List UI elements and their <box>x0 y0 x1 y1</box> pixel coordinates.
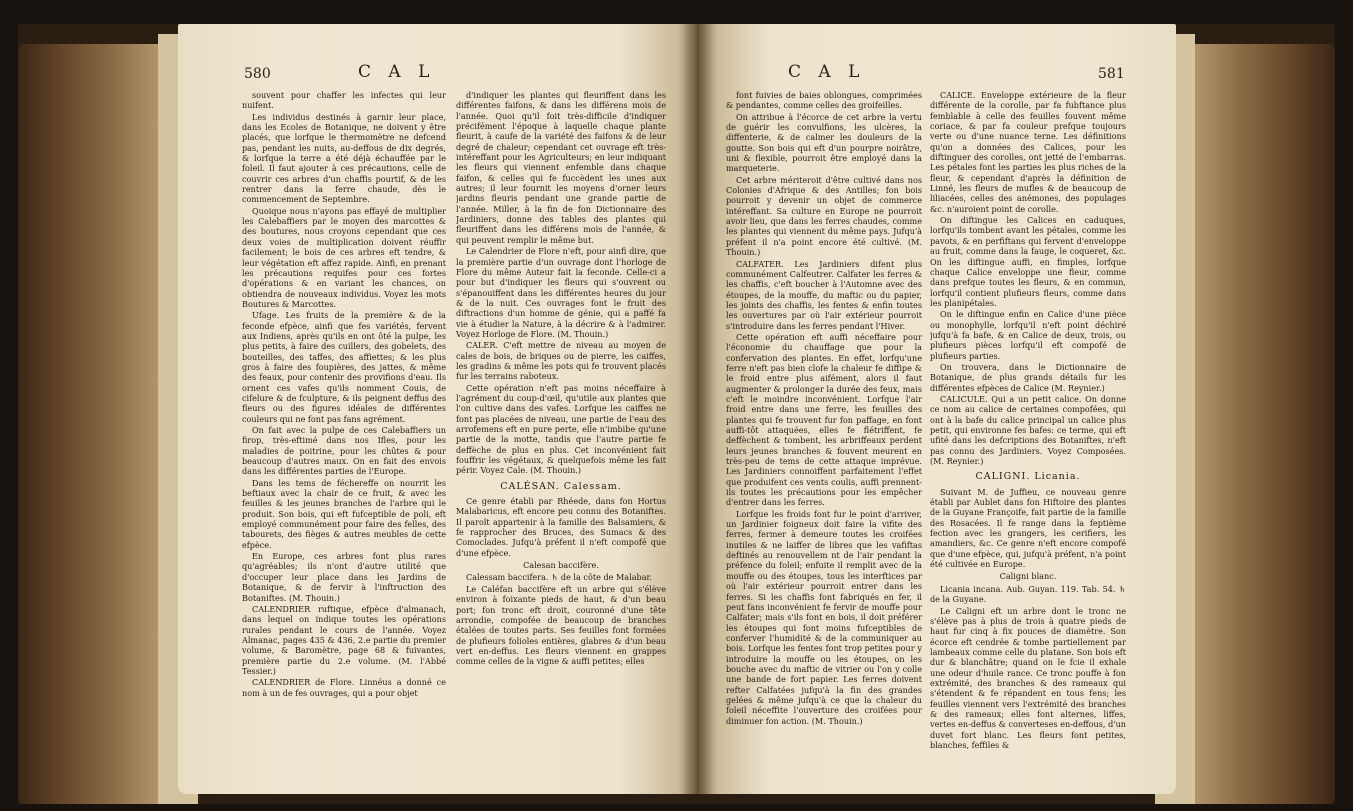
left-column-2 <box>456 90 666 790</box>
paragraph: Cet arbre mériteroit d'être cultivé dans nos Colonies d'Afrique & des Antilles; fon bois pourroit y devenir un objet de commerce intéreffant. Sa culture en Europe ne pourroit avoir lieu, que dans les ferres chaudes, comme les plantes qui viennent du même pays. Jufqu'à préfent il n'a point encore été cultivé. (M. Thouin.) <box>726 174 922 258</box>
species-name: Calesan baccifère. <box>523 560 599 571</box>
left-running-head: C A L <box>358 62 436 82</box>
species-latin: Licania incana. Aub. Guyan. 119. Tab. 54. ♄ de la Guyane. <box>930 583 1126 605</box>
open-book <box>18 24 1335 804</box>
paragraph: On trouvera, dans le Dictionnaire de Botanique, de plus grands détails fur les différentes efpèces de Calice (M. Reynier.) <box>930 361 1126 393</box>
paragraph: On attribue à l'écorce de cet arbre la vertu de guérir les convulfions, les ulcères, la diffenterie, & de calmer les douleurs de la goutte. Son bois qui eft d'un pourpre noirâtre, uni & flexible, pourroit être employé dans la marqueterie. <box>726 111 922 174</box>
right-running-head: C A L <box>788 62 866 82</box>
entry-heading-caligni: CALIGNI. Licania. <box>975 471 1081 483</box>
paragraph: Ce genre établi par Rhéede, dans fon Hortus Malabaricus, eft encore peu connu des Botaniftes. Il paroît appartenir à la famille des Balsamiers, & fe rapprocher des Bruces, des Sumacs & des Comoclades. Jufqu'à préfent il n'eft compofé que d'une efpèce. <box>456 496 666 558</box>
paragraph: CALICULE. Qui a un petit calice. On donne ce nom au calice de certaines compofées, qui ont à la bafe du calice principal un calice plus petit, qui environne fes bafes: ce terme, qui eft ufité dans les defcriptions des Botaniftes, n'eft pas connu des Jardiniers. Voyez Composées. (M. Reynier.) <box>930 393 1126 467</box>
paragraph: font fuivies de baies oblongues, comprimées & pendantes, comme celles des groifeilles. <box>726 90 922 111</box>
right-page-number: 581 <box>1098 66 1125 82</box>
left-page <box>178 24 698 794</box>
species-latin: Calessam baccifera. ♄ de la côte de Malabar. <box>466 572 653 583</box>
paragraph: CALER. C'eft mettre de niveau au moyen de cales de bois, de briques ou de pierre, les caiffes, les gradins & même les pots qui fe trouvent placés fur les terrains raboteux. <box>456 340 666 382</box>
left-column-1 <box>242 90 446 790</box>
paragraph: On diftingue les Calices en caduques, lorfqu'ils tombent avant les pétales, comme les pavots, & en perfiftans qui fervent d'enveloppe au fruit, comme dans la fauge, le coqueret, &c. On les diftingue auffi, en fimples, lorfque chaque Calice enveloppe une fleur, comme dans prefque toutes les fleurs, & en commun, lorfqu'il contient plufieurs fleurs, comme dans les planipétales. <box>930 215 1126 308</box>
paragraph: Le Calendrier de Flore n'eft, pour ainfi dire, que la première partie d'un ouvrage dont l'horloge de Flore du même Auteur fait la feconde. Celle-ci a pour but d'indiquer les fleurs qui s'ouvrent ou s'épanouiffent dans les différentes heures du jour & de la nuit. Ces ouvrages font le fruit des diftractions d'un homme de génie, qui a paffé fa vie à étudier la Nature, à la décrire & à l'admirer. Voyez Horloge de Flore. (M. Thouin.) <box>456 246 666 339</box>
paragraph: CALICE. Enveloppe extérieure de la fleur différente de la corolle, par fa fubftance plus femblable à celle des feuilles fouvent même coriace, & par fa couleur prefque toujours verte ou d'une nuance terne. Les définitions qu'on a données des Calices, pour les diftinguer des corolles, ont jetté de l'embarras. Les pétales font les parties les plus riches de la fleur, & cependant d'après la définition de Linné, les fleurs de mufles & de beaucoup de liliacées, celles des anémones, des populages &c. n'auroient point de corolle. <box>930 90 1126 214</box>
paragraph: Cette opération n'eft pas moins néceffaire à l'agrément du coup-d'œil, qu'utile aux plantes que l'on cultive dans des vafes. Lorfque les caiffes ne font pas placées de niveau, une partie de l'eau des arrofemens eft en pure perte, elle n'imbibe qu'une partie de la motte, tandis que l'autre partie fe deffèche de plus en plus. Cet inconvénient fait fouffrir les végétaux, & quelquefois même les fait périr. Voyez Cale. (M. Thouin.) <box>456 382 666 476</box>
paragraph: Quoique nous n'ayons pas effayé de multiplier les Calebaffiers par le moyen des marcottes & des boutures, nous croyons cependant que ces deux voies de multiplication doivent réuffir facilement; le bois de ces arbres eft tendre, & leur végétation eft affez rapide. Ainfi, en prenant les précautions requifes pour ces fortes d'opérations & en variant les chances, on obtiendra de nouveaux individus. Voyez les mots Boutures & Marcottes. <box>242 205 446 309</box>
paragraph: En Europe, ces arbres font plus rares qu'agréables; ils n'ont d'autre utilité que d'occuper leur place dans les Jardins de Botanique, & de fervir à l'inftruction des Botaniftes. (M. Thouin.) <box>242 551 446 603</box>
paragraph: On le diftingue enfin en Calice d'une pièce ou monophylle, lorfqu'il n'eft point déchiré jufqu'à fa bafe, & en Calice de deux, trois, ou plufieurs pièces lorfqu'il eft compofé de plufieurs parties. <box>930 309 1126 361</box>
paragraph: Les individus destinés à garnir leur place, dans les Ecoles de Botanique, ne doivent y être placés, que lorfque le thermomètre ne defcend pas, pendant les nuits, au-deffous de dix degrés, & lorfque la terre a été déjà échauffée par le foleil. Il faut ajouter à ces précautions, celle de couvrir ces arbres d'un chaffis pourtif, & de les rentrer dans la ferre chaude, dès le commencement de Septembre. <box>242 111 446 205</box>
paragraph: Le Caléfan baccifère eft un arbre qui s'élève environ à foixante pieds de haut, & d'un beau port; fon tronc eft droit, couronné d'une tête arrondie, compofée de beaucoup de branches étalées de toutes parts. Ses feuilles font formées de plufieurs folioles entières, glabres & d'un beau vert en-deffus. Les fleurs viennent en grappes comme celles de la vigne & auffi petites; elles <box>456 583 666 667</box>
paragraph: Suivant M. de Juffieu, ce nouveau genre établi par Aublet dans fon Hiftoire des plantes de la Guyane Françoife, fait partie de la famille des Rosacées. Il fe range dans la feptième fection avec les grangers, les cerifiers, les amandiers, &c. Ce genre n'eft encore compofé que d'une efpèce, qui, jufqu'à préfent, n'a point été cultivée en Europe. <box>930 486 1126 570</box>
entry-heading-calesan: CALÉSAN. Calessam. <box>500 480 622 492</box>
paragraph: Cette opération eft auffi néceffaire pour l'économie du chauffage que pour la confervation des plantes. En effet, lorfqu'une ferre n'eft pas bien clofe la chaleur fe diffipe & le froid entre plus aifément, alors il faut augmenter & prolonger la durée des feux, mais c'eft le moindre inconvénient. Lorfque l'air froid entre dans une ferre, les feuilles des plantes qui fe trouvent fur fon paffage, en font auffi-tôt attaquées, elles fe flétriffent, fe deffèchent & tombent, les arbriffeaux perdent leurs jeunes branches & fouvent meurent en très-peu de tems de cette attaque imprévue. Les Jardiniers connoiffent parfaitement l'effet que produifent ces vents coulis, auffi prennent-ils toutes les précautions pour les empêcher d'entrer dans les ferres. <box>726 331 922 508</box>
paragraph: Lorfque les froids font fur le point d'arriver, un Jardinier foigneux doit faire la vifite des ferres, fermer à demeure toutes les croifées inutiles & ne laiffer de libres que les vafiftas deftinés au renouvellem nt de l'air pendant la préfence du foleil; enfuite il remplit avec de la mouffe ou des étoupes, tous les interftices par où l'air extérieur pourroit entrer dans les ferres. Si les chaffis font fabriqués en fer, il peut fans inconvénient fe fervir de mouffe pour Calfater; mais s'ils font en bois, il doit préférer les étoupes qui font moins fufceptibles de conferver l'humidité & de la communiquer au bois. Lorfque les fentes font trop petites pour y introduire la mouffe ou les étoupes, on les bouche avec du maftic de vitrier ou l'on y colle une bande de fort papier. Les ferres doivent refter Calfatées jufqu'à la fin des grandes gelées & même jufqu'à ce que la chaleur du foleil néceffite l'ouverture des croifées pour diminuer fon action. (M. Thouin.) <box>726 508 922 726</box>
paragraph: Ufage. Les fruits de la première & de la feconde efpèce, ainfi que fes variétés, fervent aux Indiens, après qu'ils en ont ôté la pulpe, les plus petits, à faire des cuillers, des gobelets, des bouteilles, des taffes, des affiettes; & les plus gros à faire des foupières, des jattes, & même des feaux, pour contenir des provifions d'eau. Ils ornent ces vafes qu'ils nomment Couis, de cifelure & de fculpture, & ils peignent deffus des fleurs ou des figures idéales de différentes couleurs qui ne font pas fans agrément. <box>242 310 446 424</box>
paragraph: CALENDRIER de Flore. Linnéus a donné ce nom à un de fes ouvrages, qui a pour objet <box>242 677 446 698</box>
paragraph: CALENDRIER ruftique, efpèce d'almanach, dans lequel on indique toutes les opérations rurales pendant le cours de l'année. Voyez Almanac, pages 435 & 436, 2.e partie du premier volume, & Baromètre, page 68 & fuivantes, première partie du 2.e volume. (M. l'Abbé Tessier.) <box>242 603 446 676</box>
paragraph: Dans les tems de féchereffe on nourrit les beftiaux avec la chair de ce fruit, & avec les feuilles & les jeunes branches de l'arbre qui le produit. Son bois, qui eft fufceptible de poli, eft employé communément pour faire des felles, des tabourets, des fièges & autres meubles de cette efpèce. <box>242 477 446 550</box>
right-column-1 <box>726 90 922 790</box>
right-page <box>698 24 1176 794</box>
paragraph: d'indiquer les plantes qui fleuriffent dans les différentes faifons, & dans les différens mois de l'année. Quoi qu'il foit très-difficile d'indiquer précifément l'époque à laquelle chaque plante fleurit, à caufe de la variété des faifons & de leur degré de chaleur; cependant cet ouvrage eft très-intéreffant pour les Agriculteurs; en leur indiquant les fleurs qui viennent enfemble dans chaque faifon, & celles qui fe fuccèdent les unes aux autres; il leur fournit les moyens d'orner leurs jardins fleuris pendant une grande partie de l'année. Miller, à la fin de fon Dictionnaire des Jardiniers, donne des tables des plantes qui fleuriffent dans les différens mois de l'année, & qui peuvent remplir le même but. <box>456 90 666 245</box>
left-page-number: 580 <box>244 66 271 82</box>
paragraph: On fait avec la pulpe de ces Calebaffiers un firop, très-eftimé dans nos Ifles, pour les maladies de poitrine, pour les chûtes & pour beaucoup d'autres maux. On en fait des envois dans les différentes parties de l'Europe. <box>242 425 446 477</box>
paragraph: souvent pour chaffer les infectes qui leur nuifent. <box>242 90 446 111</box>
paragraph: CALFATER. Les Jardiniers difent plus communément Calfeutrer. Calfater les ferres & les chaffis, c'eft boucher à l'Automne avec des étoupes, de la mouffe, du maftic ou du papier, les joints des chaffis, les fentes & enfin toutes les ouvertures par où l'air extérieur pourroit s'introduire dans les ferres pendant l'Hiver. <box>726 258 922 331</box>
paragraph: Le Caligni eft un arbre dont le tronc ne s'élève pas à plus de trois à quatre pieds de haut fur cinq à fix pouces de diamètre. Son écorce eft cendrée & tombe partiellement par lambeaux comme celle du platane. Son bois eft dur & blanchâtre; quand on le fcie il exhale une odeur d'huile rance. Ce tronc pouffe à fon extrémité, des branches & des rameaux qui s'étendent & fe répandent en tous fens; les feuilles viennent vers l'extrémité des branches & des rameaux; elles font alternes, liffes, vertes en-deffus & converteses en-deffous, d'un duvet fort blanc. Les fleurs font petites, blanches, feffiles & <box>930 605 1126 750</box>
right-column-2 <box>930 90 1126 790</box>
species-name: Caligni blanc. <box>999 571 1057 582</box>
